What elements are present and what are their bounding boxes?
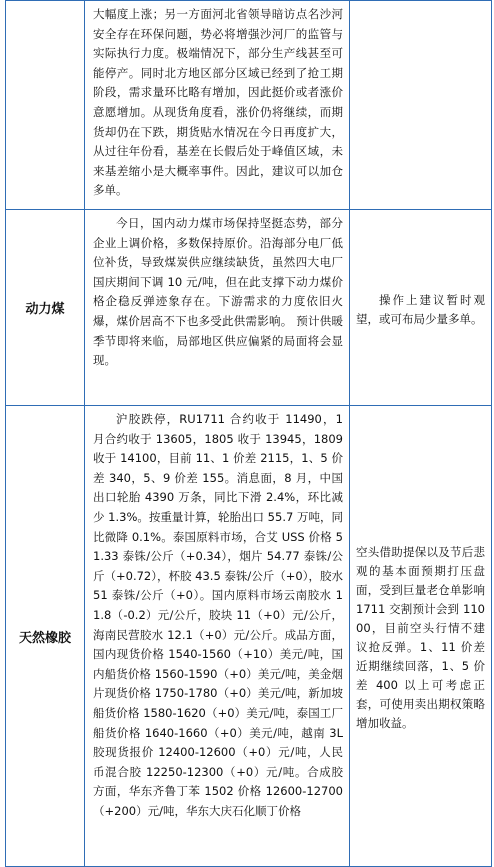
analysis-cell-thermal-coal (85, 210, 350, 406)
analysis-text: 沪胶跌停，RU1711 合约收于 11490，1 月合约收于 13605，1805 收于 13945，1809 收于 14100，目前 11、1 价差 2115，1、5 价差 340，5、9 价差 155。消息面，8 月，中国出口轮胎 4390 万条，同比下滑 2.4%，环比减少 1.3%。按重量计算，轮胎出口 55.7 万吨，同比微降 0.1%。泰国原料市场，合艾 USS 价格 51.33 泰铢/公斤（+0.34），烟片 54.77 泰铢/公斤（+0.72），杯胶 43.5 泰铢/公斤（+0），胶水 51 泰铢/公斤（+0）。国内原料市场云南胶水 11.8（-0.2）元/公斤，胶块 11（+0）元/公斤，海南民营胶水 12.1（+0）元/公斤。成品方面，国内现货价格 1540-1560（+10）美元/吨，国内船货价格 1560-1590（+0）美元/吨，美金烟片现货价格 1750-1780（+0）美元/吨，新加坡船货价格 1580-1620（+0）美元/吨，泰国工厂船货价格 1640-1660（+0）美元/吨，越南 3L 胶现货报价 12400-12600（+0）元/吨，人民币混合胶 12250-12300（+0）元/吨。合成胶方面，华东齐鲁丁苯 1502 价格 12600-12700（+200）元/吨，华东大庆石化顺丁价格 (93, 412, 343, 818)
table-row-thermal-coal (6, 210, 492, 406)
futures-report-table (5, 0, 492, 867)
table-row-natural-rubber (6, 406, 492, 867)
table-row-continuation (6, 1, 492, 210)
advice-text: 操作上建议暂时观望，或可布局少量多单。 (356, 292, 485, 326)
analysis-cell-continuation (85, 1, 350, 210)
advice-cell-empty (350, 1, 492, 210)
row-label-empty (6, 1, 85, 210)
advice-cell-natural-rubber (350, 406, 492, 867)
analysis-text: 大幅度上涨；另一方面河北省领导暗访点名沙河安全存在环保问题，势必将增强沙河厂的监管与实际执行力度。极端情况下，部分生产线甚至可能停产。同时北方地区部分区域已经到了抢工期阶段，需求量环比略有增加，因此挺价或者涨价意愿增加。从现货角度看，涨价仍将继续，而期货却仍在下跌，期货贴水情况在今日再度扩大，从过往年份看，基差在长假后处于峰值区域，未来基差缩小是大概率事件。因此，建议可以加仓多单。 (93, 7, 343, 198)
analysis-cell-natural-rubber (85, 406, 350, 867)
advice-cell-thermal-coal (350, 210, 492, 406)
analysis-text: 今日，国内动力煤市场保持坚挺态势，部分企业上调价格，多数保持原价。沿海部分电厂低位补货，导致煤炭供应继续缺货，虽然四大电厂国庆期间下调 10 元/吨，但在此支撑下动力煤价格企稳反弹迹象存在。下游需求的力度依旧火爆，煤价居高不下也多受此供需影响。 预计供暖季节即将来临，局部地区供应偏紧的局面将会显现。 (93, 216, 343, 368)
row-label-natural-rubber: 天然橡胶 (6, 406, 85, 867)
advice-text: 空头借助提保以及节后悲观的基本面预期打压盘面，受到巨量老仓单影响 1711 交割预计会到 11000，目前空头行情不建议抢反弹。1、11 价差近期继续回落，1、5 价差 400 以上可考虑正套，可使用卖出期权策略增加收益。 (356, 545, 485, 730)
row-label-thermal-coal: 动力煤 (6, 210, 85, 406)
